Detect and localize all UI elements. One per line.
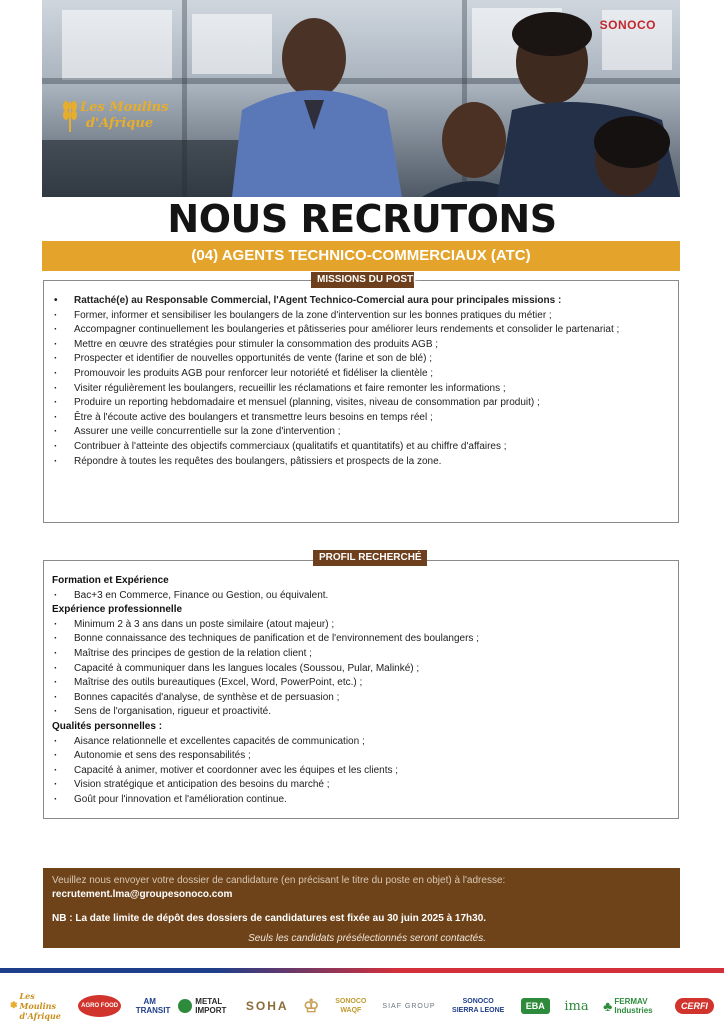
am-transit-logo [135, 997, 171, 1015]
partner-logos [10, 988, 714, 1024]
experience-item: · Bonne connaissance des techniques de panification et de l'environnement des boulangers ; [52, 632, 670, 647]
mission-item: · Produire un reporting hebdomadaire et mensuel (planning, visites, niveau de consommation par produit) ; [52, 396, 670, 411]
experience-item: · Minimum 2 à 3 ans dans un poste similaire (atout majeur) ; [52, 618, 670, 633]
eba-logo [521, 998, 550, 1014]
qualite-item: · Autonomie et sens des responsabilités ; [52, 749, 670, 764]
qualites-list [52, 735, 670, 808]
ima-logo [564, 999, 588, 1014]
application-box [43, 868, 680, 948]
job-title-banner: (04) AGENTS TECHNICO-COMMERCIAUX (ATC) [42, 241, 680, 271]
sonoco-sierra-leone-logo-text: SONOCO SIERRA LEONE [452, 998, 505, 1014]
metal-import-logo-text: METAL IMPORT [195, 997, 227, 1015]
crest-logo [303, 996, 319, 1017]
fermav-icon: ♣ [603, 998, 613, 1014]
profil-tag: PROFIL RECHERCHÉ [313, 550, 427, 566]
experience-item: · Capacité à communiquer dans les langues locales (Soussou, Pular, Malinké) ; [52, 662, 670, 677]
missions-lead: • Rattaché(e) au Responsable Commercial, l'Agent Technico-Comercial aura pour principales missions : [52, 294, 670, 309]
qualite-item: · Goût pour l'innovation et l'amélioration continue. [52, 793, 670, 808]
mission-item: · Mettre en œuvre des stratégies pour stimuler la consommation des produits AGB ; [52, 338, 670, 353]
brand-logo-line1: Les Moulins [80, 100, 169, 115]
mission-item: · Être à l'écoute active des boulangers et transmettre leurs besoins en temps réel ; [52, 411, 670, 426]
mission-item: · Prospecter et identifier de nouvelles opportunités de vente (farine et son de blé) ; [52, 352, 670, 367]
page-title: NOUS RECRUTONS [167, 197, 557, 241]
am-transit-logo-text: AM TRANSIT [135, 997, 171, 1015]
qualite-item: · Aisance relationnelle et excellentes capacités de communication ; [52, 735, 670, 750]
apply-email-link[interactable]: recrutement.lma@groupesonoco.com [52, 889, 233, 900]
ima-logo-text: ima [564, 998, 589, 1014]
qualite-item: · Vision stratégique et anticipation des besoins du marché ; [52, 778, 670, 793]
cerfi-logo [675, 998, 714, 1014]
fermav-logo-text: FERMAV Industries [614, 997, 653, 1015]
hero-photo [42, 0, 680, 197]
missions-list [52, 294, 670, 469]
experience-item: · Sens de l'organisation, rigueur et proactivité. [52, 705, 670, 720]
experience-heading: Expérience professionnelle [52, 604, 183, 616]
mission-item: · Former, informer et sensibiliser les boulangers de la zone d'intervention sur les bonnes pratiques du métier ; [52, 309, 670, 324]
sonoco-waqf-logo-text: SONOCO WAQF [335, 998, 367, 1014]
cerfi-logo-text: CERFI [675, 998, 714, 1014]
missions-content [52, 294, 670, 469]
eba-logo-text: EBA [521, 998, 550, 1014]
qualites-heading: Qualités personnelles : [52, 720, 163, 732]
qualite-item: · Capacité à animer, motiver et coordonner avec les équipes et les clients ; [52, 764, 670, 779]
brand-logo-line2: d'Afrique [86, 116, 154, 131]
sonoco-logo: SONOCO [599, 18, 656, 32]
les-moulins-logo [60, 96, 169, 136]
sonoco-sierra-leone-logo [450, 997, 506, 1015]
experience-item: · Bonnes capacités d'analyse, de synthèse et de persuasion ; [52, 691, 670, 706]
wheat-icon [60, 96, 80, 132]
soha-logo [246, 999, 289, 1013]
formation-heading: Formation et Expérience [52, 575, 169, 586]
apply-intro: Veuillez nous envoyer votre dossier de candidature (en précisant le titre du poste en objet) à l'adresse: [52, 875, 506, 886]
shortlist-note: Seuls les candidats présélectionnés seront contactés. [248, 933, 486, 944]
mission-item: · Visiter régulièrement les boulangers, recueillir les réclamations et faire remonter les informations ; [52, 382, 670, 397]
missions-tag: MISSIONS DU POSTE [311, 272, 414, 288]
mission-item: · Promouvoir les produits AGB pour renforcer leur notoriété et fidéliser la clientèle ; [52, 367, 670, 382]
profil-content [52, 574, 670, 808]
mission-item: · Répondre à toutes les requêtes des boulangers, pâtissiers et prospects de la zone. [52, 455, 670, 470]
siaf-group-logo-text: SIAF GROUP [382, 1002, 436, 1010]
sonoco-waqf-logo [334, 997, 368, 1015]
fermav-logo [603, 997, 660, 1015]
experience-list [52, 618, 670, 720]
crest-icon: ♔ [303, 995, 320, 1016]
mission-item: · Assurer une veille concurrentielle sur la zone d'intervention ; [52, 425, 670, 440]
metal-import-icon [178, 999, 192, 1013]
moulins-logo [10, 991, 64, 1021]
mission-item: · Accompagner continuellement les boulangeries et pâtisseries pour améliorer leurs rendements et consolider le partenariat ; [52, 323, 670, 338]
formation-item: · Bac+3 en Commerce, Finance ou Gestion, ou équivalent. [52, 589, 670, 604]
deadline-note: NB : La date limite de dépôt des dossiers de candidatures est fixée au 30 juin 2025 à 17h30. [52, 913, 487, 924]
footer-stripe [0, 968, 724, 973]
experience-item: · Maîtrise des outils bureautiques (Excel, Word, PowerPoint, etc.) ; [52, 676, 670, 691]
metal-import-logo [178, 997, 231, 1015]
soha-logo-text: SOHA [245, 999, 289, 1013]
experience-item: · Maîtrise des principes de gestion de la relation client ; [52, 647, 670, 662]
wheat-icon: ✽ [10, 1001, 18, 1011]
mission-item: · Contribuer à l'atteinte des objectifs commerciaux (qualitatifs et quantitatifs) et au chiffre d'affaires ; [52, 440, 670, 455]
agrofood-logo-text: AGRO FOOD [78, 995, 121, 1017]
formation-list [52, 589, 670, 604]
agrofood-logo [78, 995, 121, 1017]
moulins-logo-text: Les Moulins d'Afrique [19, 991, 61, 1021]
siaf-group-logo [382, 1003, 435, 1010]
